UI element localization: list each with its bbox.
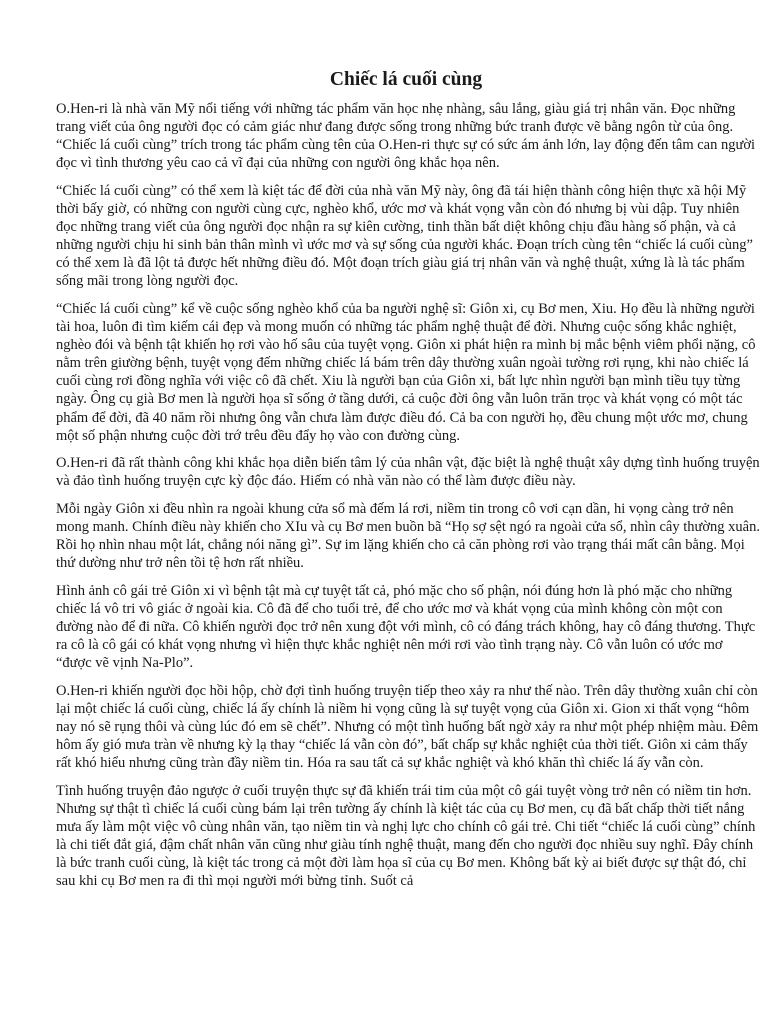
paragraph-masterpiece: “Chiếc lá cuối cùng” có thể xem là kiệt tác để đời của nhà văn Mỹ này, ông đã tái hiện thành công hiện thực xã hội Mỹ thời bấy giờ, có những con người cùng cực, nghèo khổ, ước mơ và khát vọng vẫn còn đó nhưng bị vùi dập. Tuy nhiên đọc những trang viết của ông người đọc nhận ra sự kiên cường, tinh thần bất diệt không chịu đầu hàng số phận, và cả những người chịu hi sinh bản thân mình vì ước mơ và sự sống của người khác. Đoạn trích cùng tên “chiếc lá cuối cùng” có thể xem là đã lột tả được hết những điều đó. Một đoạn trích giàu giá trị nhân văn và nghệ thuật, xứng là là tác phẩm sống mãi trong lòng người đọc. [56, 182, 753, 290]
paragraph-intro: O.Hen-ri là nhà văn Mỹ nổi tiếng với những tác phẩm văn học nhẹ nhàng, sâu lắng, giàu giá trị nhân văn. Đọc những trang viết của ông người đọc có cảm giác như đang được sống trong những bức tranh được vẽ bằng ngôn từ của ông. “Chiếc lá cuối cùng” trích trong tác phẩm cùng tên của O.Hen-ri thực sự có sức ám ảnh lớn, lay động đến tâm can người đọc vì tình thương yêu cao cả vĩ đại của những con người ông khắc họa nên. [56, 101, 756, 172]
document-page [56, 66, 760, 900]
paragraph-psychology: O.Hen-ri đã rất thành công khi khắc họa diễn biến tâm lý của nhân vật, đặc biệt là nghệ thuật xây dựng tình huống truyện và đảo tình huống truyện cực kỳ độc đáo. Hiếm có nhà văn nào có thể làm được điều này. [56, 455, 760, 490]
document-title: Chiếc lá cuối cùng [329, 69, 483, 90]
paragraph-suspense: O.Hen-ri khiến người đọc hồi hộp, chờ đợi tình huống truyện tiếp theo xảy ra như thế nào. Trên dây thường xuân chỉ còn lại một chiếc lá cuối cùng, chiếc lá ấy chính là niềm hi vọng cũng là sự tuyệt vọng của Giôn xi. Gion xi thất vọng “hôm nay nó sẽ rụng thôi và cùng lúc đó em sẽ chết”. Nhưng có một tình huống bất ngờ xảy ra như một phép nhiệm màu. Đêm hôm ấy gió mưa tràn về nhưng kỳ lạ thay “chiếc lá vẫn còn đó”, bất chấp sự khắc nghiệt của thời tiết. Giôn xi cảm thấy rất khó hiểu nhưng cũng tràn đầy niềm tin. Hóa ra sau tất cả sự khắc nghiệt và khó khăn thì chiếc lá ấy vẫn còn. [56, 682, 759, 772]
paragraph-story-summary: “Chiếc lá cuối cùng” kể về cuộc sống nghèo khổ của ba người nghệ sĩ: Giôn xi, cụ Bơ men, Xiu. Họ đều là những người tài hoa, luôn đi tìm kiếm cái đẹp và mong muốn có những tác phẩm nghệ thuật để đời. Nhưng cuộc sống khắc nghiệt, nghèo đói và bệnh tật khiến họ rơi vào hố sâu của tuyệt vọng. Giôn xi phát hiện ra mình bị mắc bệnh viêm phổi nặng, cô nằm trên giường bệnh, tuyệt vọng đếm những chiếc lá bám trên dây thường xuân ngoài tường rơi rụng, khi nào chiếc lá cuối cùng rơi đồng nghĩa với việc cô đã chết. Xiu là người bạn của Giôn xi, bất lực nhìn người bạn mình tiều tụy từng ngày. Ông cụ già Bơ men là người họa sĩ sống ở tầng dưới, cả cuộc đời ông vẫn luôn trăn trọc và khát vọng có một tác phẩm để đời, đã 40 năm rồi nhưng ông vẫn chưa làm được điều đó. Cả ba con người họ, đều chung một ước mơ, chung một số phận nhưng cuộc đời trớ trêu đều đẩy họ vào con đường cùng. [56, 300, 756, 444]
paragraph-twist: Tình huống truyện đảo ngược ở cuối truyện thực sự đã khiến trái tim của một cô gái tuyệt vòng trở nên có niềm tin hơn. Nhưng sự thật tì chiếc lá cuối cùng bám lại trên tường ấy chính là kiệt tác của cụ Bơ men, cụ đã bất chấp thời tiết nắng mưa ấy làm một việc vô cùng nhân văn, tạo niềm tin và nghị lực cho chính cô gái trẻ. Chi tiết “chiếc lá cuối cùng” chính là chi tiết đắt giá, đậm chất nhân văn cũng như giàu tính nghệ thuật, mang đến cho người đọc nhiều suy nghĩ. Đây chính là bức tranh cuối cùng, là kiệt tác trong cả một đời làm họa sĩ của cụ Bơ men. Không bất kỳ ai biết được sự thật đó, chỉ sau khi cụ Bơ men ra đi thì mọi người mới bừng tỉnh. Suốt cả [56, 782, 756, 890]
paragraph-johnsy-image: Hình ảnh cô gái trẻ Giôn xi vì bệnh tật mà cự tuyệt tất cả, phó mặc cho số phận, nói đúng hơn là phó mặc cho những chiếc lá vô tri vô giác ở ngoài kia. Cô đã để cho tuổi trẻ, để cho ước mơ và khát vọng của mình không còn một con đường nào để đi nữa. Cô khiến người đọc trở nên xung đột với mình, cô có đáng trách không, hay cô đáng thương. Thực ra cô là cô gái có khát vọng nhưng vì hiện thực khắc nghiệt nên mới rơi vào tình trạng này. Cô vẫn luôn có ước mơ “được vẽ vịnh Na-Plo”. [56, 582, 756, 672]
paragraph-counting-leaves: Mỗi ngày Giôn xi đều nhìn ra ngoài khung cửa sổ mà đếm lá rơi, niềm tin trong cô vơi cạn dần, hi vọng càng trở nên mong manh. Chính điều này khiến cho XIu và cụ Bơ men buồn bã “Họ sợ sệt ngó ra ngoài cửa sổ, nhìn cây thường xuân. Rồi họ nhìn nhau một lát, chẳng nói năng gì”. Sự im lặng khiến cho cả căn phòng rơi vào trạng thái mất cân bằng. Mọi thứ dường như trở nên tồi tệ hơn rất nhiều. [56, 500, 760, 572]
